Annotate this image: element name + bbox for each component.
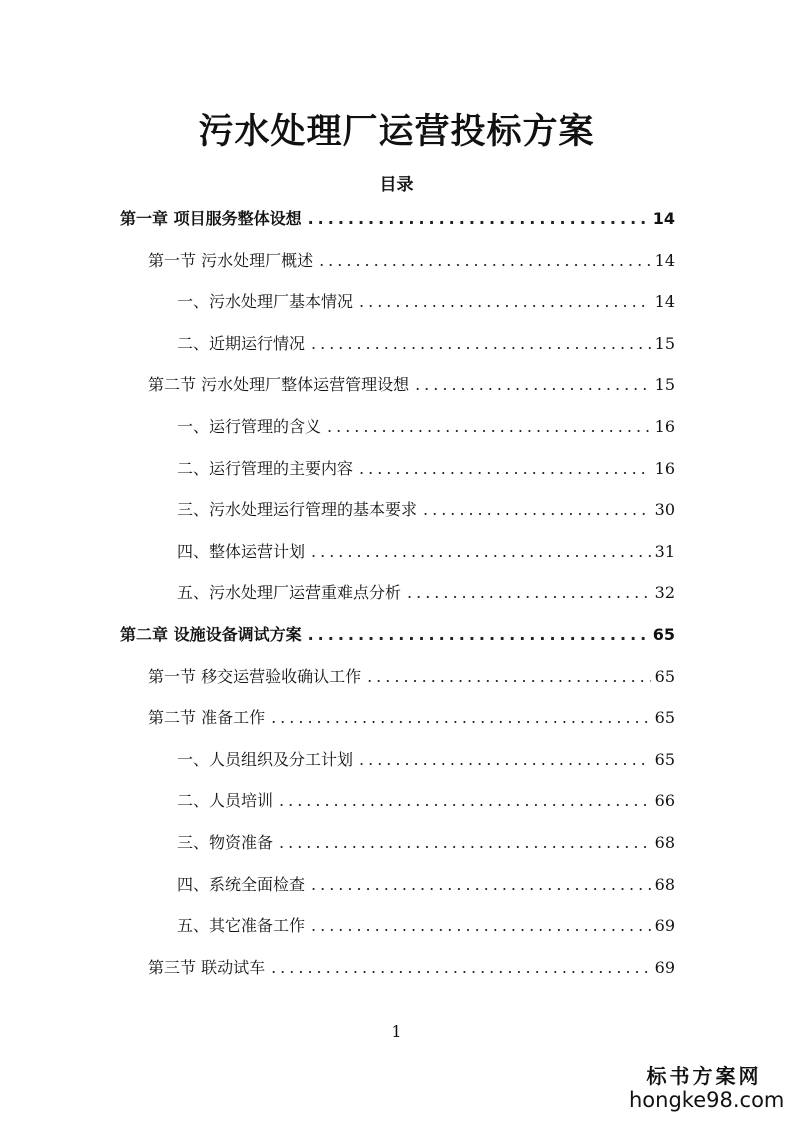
toc-dot-leader: [359, 459, 651, 478]
document-title: 污水处理厂运营投标方案: [198, 112, 595, 152]
toc-dot-leader: [415, 375, 651, 394]
toc-entry-label: 二、运行管理的主要内容: [177, 458, 354, 478]
toc-entry-label: 二、人员培训: [177, 791, 274, 811]
toc-entry[interactable]: [148, 705, 675, 731]
toc-entry-label: 五、污水处理厂运营重难点分析: [177, 583, 402, 603]
toc-dot-leader: [359, 750, 651, 769]
toc-entry[interactable]: [148, 664, 675, 690]
toc-entry-page: 65: [652, 625, 675, 644]
toc-entry-label: 第二节 污水处理厂整体运营管理设想: [148, 375, 410, 395]
toc-entry-label: 第一节 移交运营验收确认工作: [148, 666, 362, 686]
toc-entry-label: 第一章 项目服务整体设想: [120, 209, 302, 228]
toc-entry-page: 68: [654, 874, 675, 894]
toc-entry[interactable]: [148, 248, 675, 274]
toc-entry-label: 第三节 联动试车: [148, 957, 266, 977]
toc-dot-leader: [271, 708, 651, 727]
toc-dot-leader: [279, 791, 651, 810]
toc-entry-label: 第二章 设施设备调试方案: [120, 625, 302, 644]
toc-dot-leader: [367, 667, 651, 686]
toc-entry[interactable]: [177, 747, 675, 773]
toc-entry[interactable]: [177, 414, 675, 440]
toc-entry[interactable]: [177, 830, 675, 856]
toc-entry[interactable]: [177, 539, 675, 565]
toc-entry-page: 66: [654, 791, 675, 811]
toc-entry-page: 69: [654, 957, 675, 977]
toc-entry-label: 四、整体运营计划: [177, 541, 306, 561]
toc-entry-page: 31: [654, 541, 675, 561]
toc-entry-label: 一、人员组织及分工计划: [177, 749, 354, 769]
toc-entry-page: 65: [654, 749, 675, 769]
toc-dot-leader: [311, 916, 651, 935]
toc-heading: 目录: [379, 175, 414, 195]
toc-entry-page: 68: [654, 833, 675, 852]
toc-entry[interactable]: [148, 955, 675, 981]
watermark-logo: [629, 1064, 785, 1112]
toc-entry[interactable]: [177, 497, 675, 523]
page-number: 1: [391, 1022, 402, 1041]
watermark-url-text: hongke98.com: [629, 1088, 785, 1112]
toc-dot-leader: [359, 292, 651, 311]
toc-dot-leader: [271, 958, 651, 977]
toc-entry-page: 65: [654, 666, 675, 686]
toc-entry[interactable]: [177, 913, 675, 939]
toc-entry-page: 15: [654, 375, 675, 395]
toc-entry-label: 第一节 污水处理厂概述: [148, 250, 314, 270]
toc-dot-leader: [407, 583, 651, 602]
toc-entry[interactable]: [177, 331, 675, 357]
toc-entry[interactable]: [120, 622, 675, 648]
toc-entry-label: 四、系统全面检查: [177, 874, 306, 894]
toc-dot-leader: [311, 875, 651, 894]
toc-entry-page: 16: [654, 458, 675, 478]
toc-entry[interactable]: [177, 788, 675, 814]
toc-entry[interactable]: [120, 206, 675, 232]
toc-dot-leader: [311, 542, 651, 561]
toc-entry[interactable]: [177, 289, 675, 315]
toc-entry[interactable]: [177, 872, 675, 898]
toc-dot-leader: [319, 251, 651, 270]
toc-entry-label: 五、其它准备工作: [177, 916, 306, 936]
toc-entry-page: 69: [654, 916, 675, 936]
toc-entry[interactable]: [177, 580, 675, 606]
toc-entry-label: 三、污水处理运行管理的基本要求: [177, 500, 418, 520]
toc-entry[interactable]: [177, 456, 675, 482]
toc-dot-leader: [308, 209, 649, 228]
toc-entry-label: 一、运行管理的含义: [177, 417, 322, 436]
toc-dot-leader: [279, 833, 651, 852]
toc-entry-page: 14: [652, 209, 675, 228]
toc-entry-label: 一、污水处理厂基本情况: [177, 292, 354, 312]
toc-dot-leader: [308, 625, 649, 644]
toc-entry-label: 二、近期运行情况: [177, 333, 306, 353]
toc-entry-page: 14: [654, 250, 675, 270]
toc-entry-page: 14: [654, 292, 675, 312]
toc-entry-label: 第二节 准备工作: [148, 708, 266, 728]
toc-entry-page: 32: [654, 583, 675, 603]
toc-entry-label: 三、物资准备: [177, 833, 274, 852]
toc-dot-leader: [423, 500, 651, 519]
toc-entry-page: 30: [654, 500, 675, 520]
watermark-cn-text: 标书方案网: [646, 1064, 762, 1088]
toc-entry-page: 15: [654, 333, 675, 353]
toc-dot-leader: [327, 417, 651, 436]
toc-entry-page: 16: [654, 417, 675, 436]
toc-dot-leader: [311, 334, 651, 353]
toc-entry-page: 65: [654, 708, 675, 728]
toc-entry[interactable]: [148, 372, 675, 398]
